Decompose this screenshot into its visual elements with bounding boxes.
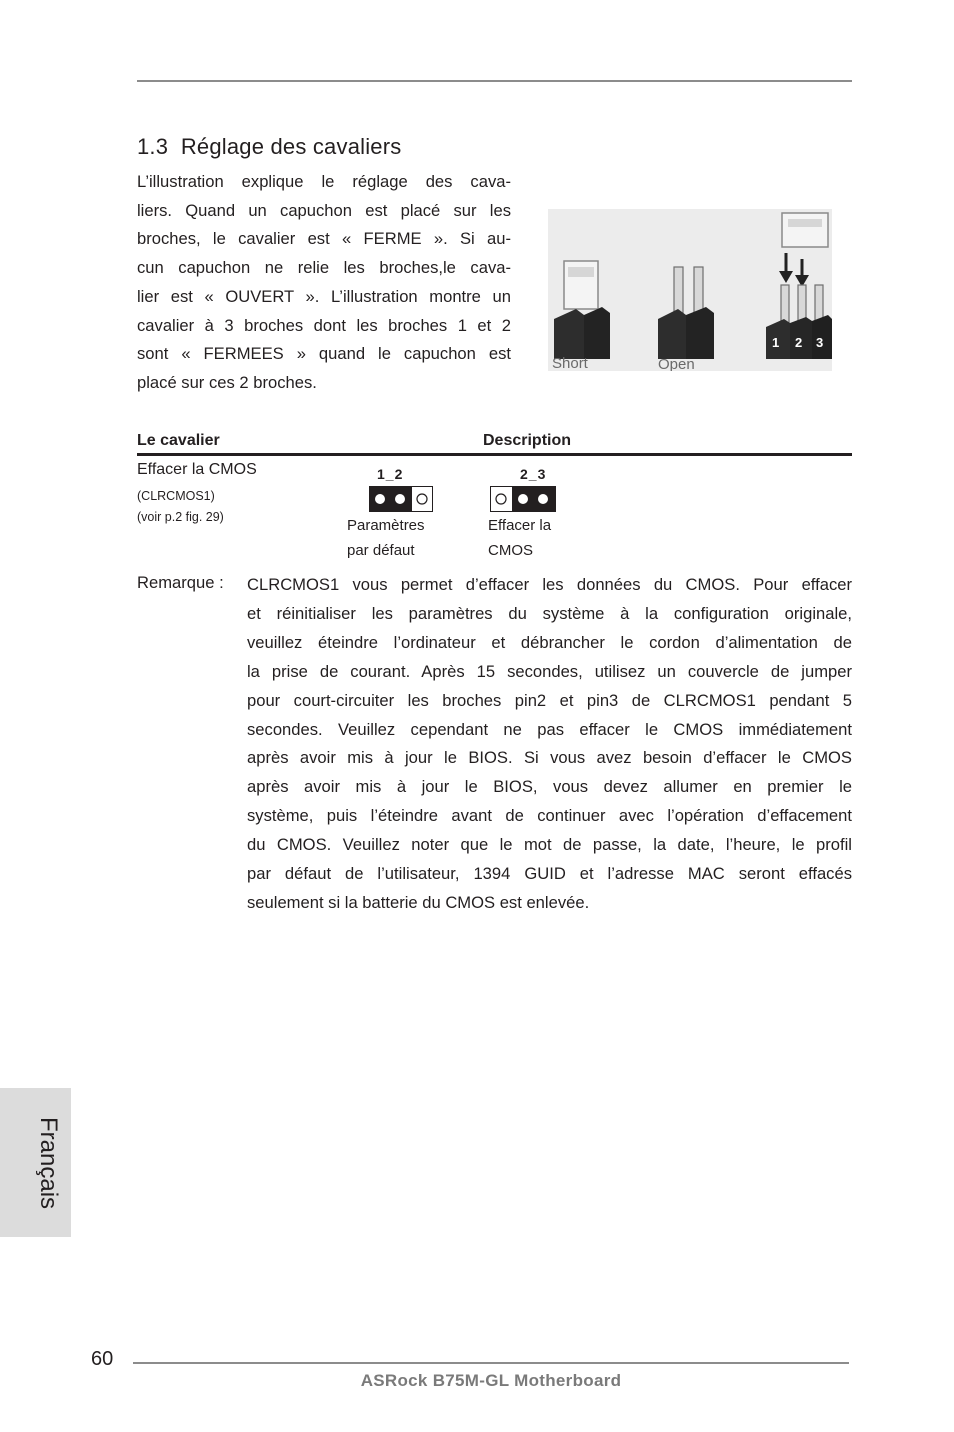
table-header-description: Description: [483, 432, 572, 449]
footer-rule: [133, 1362, 849, 1364]
note-line: par défaut de l’utilisateur, 1394 GUID et l’adresse MAC seront effacés: [247, 864, 852, 884]
short-label: Short: [552, 355, 588, 371]
table-header-rule: [137, 453, 852, 456]
note-line: veuillez éteindre l’ordinateur et débrancher le cordon d’alimentation de: [247, 632, 852, 652]
jumper-1-2-diagram: [369, 486, 433, 512]
note-line: CLRCMOS1 vous permet d’effacer les données du CMOS. Pour effacer: [247, 575, 852, 594]
note-line: du CMOS. Veuillez noter que le mot de passe, la date, l’heure, le profil: [247, 835, 852, 855]
note-line: après avoir mis à jour le BIOS. Si vous avez besoin d’effacer le CMOS: [247, 748, 852, 768]
jumper-code: (CLRCMOS1): [137, 489, 215, 503]
section-number: 1.3: [137, 134, 169, 159]
section-title: [137, 134, 401, 160]
intro-line: cun capuchon ne relie les broches,le cava-: [137, 258, 511, 278]
section-title-text: Réglage des cavaliers: [180, 134, 402, 159]
option-2-caption-line1: Effacer la: [488, 517, 552, 534]
header-rule: [137, 80, 852, 82]
language-side-tab-label: Français: [35, 1116, 62, 1210]
footer-title: ASRock B75M-GL Motherboard: [360, 1371, 622, 1390]
page-number: 60: [91, 1348, 114, 1370]
language-side-tab: [0, 1088, 71, 1237]
note-line: après avoir mis à jour le BIOS, vous devez allumer en premier le: [247, 777, 852, 797]
jumper-figure-ref: (voir p.2 fig. 29): [137, 510, 224, 524]
option-2-caption-line2: CMOS: [488, 542, 533, 559]
intro-line: placé sur ces 2 broches.: [137, 372, 317, 392]
intro-paragraph: [137, 168, 511, 398]
note-line: et réinitialiser les paramètres du système à la configuration originale,: [247, 603, 852, 623]
intro-line: sont « FERMEES » quand le capuchon est: [137, 344, 511, 364]
note-line: seulement si la batterie du CMOS est enlevée.: [247, 892, 590, 912]
note-paragraph: [247, 571, 852, 918]
option-1-caption-line1: Paramètres: [347, 517, 425, 534]
option-1-caption-line2: par défaut: [347, 542, 415, 559]
intro-line: broches, le cavalier est « FERME ». Si au-: [137, 229, 511, 249]
jumper-name: Effacer la CMOS: [137, 461, 257, 478]
jumper-2-3-diagram: [490, 486, 556, 512]
pin-number-label: 1: [772, 335, 780, 350]
note-line: la prise de courant. Après 15 secondes, utilisez un couvercle de jumper: [247, 661, 852, 681]
pin-number-label: 3: [816, 335, 824, 350]
jumper-pins-1-2-label: 1_2: [377, 466, 404, 482]
pin-number-label: 2: [795, 335, 803, 350]
intro-line: L’illustration explique le réglage des cava-: [137, 172, 511, 191]
note-line: secondes. Veuillez cependant ne pas effacer le CMOS immédiatement: [247, 719, 852, 739]
intro-line: lier est « OUVERT ». L’illustration montre un: [137, 286, 511, 306]
note-label: Remarque :: [137, 573, 224, 592]
intro-line: cavalier à 3 broches dont les broches 1 et 2: [137, 315, 511, 335]
open-label: Open: [658, 356, 695, 371]
note-line: pour court-circuiter les broches pin2 et pin3 de CLRCMOS1 pendant 5: [247, 690, 852, 710]
jumper-illustration: [548, 209, 832, 371]
table-header-jumper: Le cavalier: [137, 432, 220, 449]
note-line: système, puis l’éteindre avant de continuer avec l’opération d’effacement: [247, 806, 852, 826]
intro-line: liers. Quand un capuchon est placé sur les: [137, 200, 511, 220]
jumper-pins-2-3-label: 2_3: [520, 466, 547, 482]
